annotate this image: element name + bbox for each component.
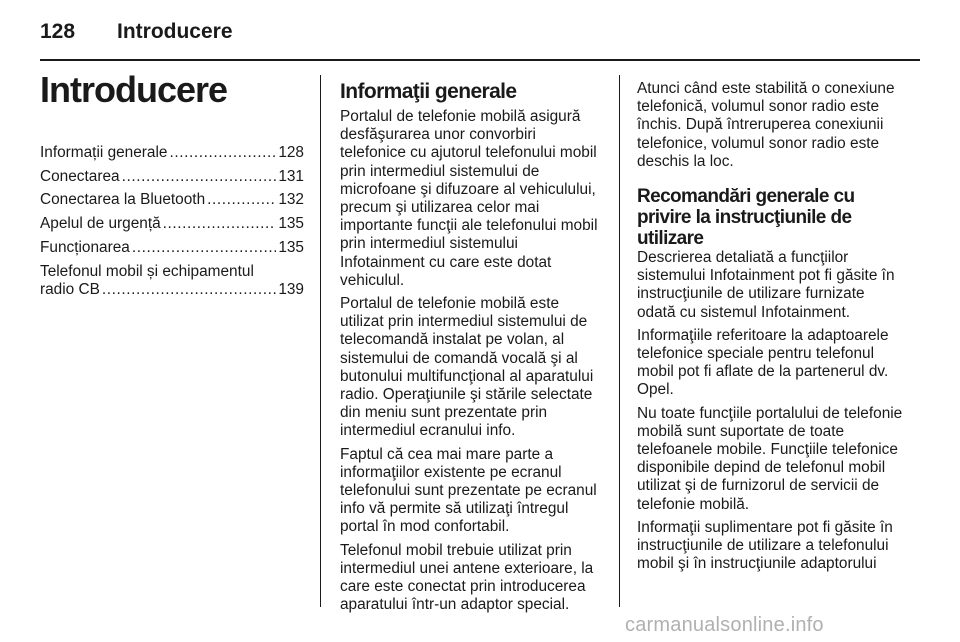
toc-entry-title: Funcționarea <box>40 238 130 256</box>
toc-entry[interactable] <box>40 215 304 233</box>
body-paragraph: Nu toate funcţiile portalului de telefonie mobilă sunt suportate de toate telefoanele mobile. Funcţiile telefonice disponibile depind de telefonul mobil utilizat şi de furnizorul de servicii de telefonie mobilă. <box>637 404 903 513</box>
subsection-heading: Recomandări generale cu privire la instrucţiunile de utilizare <box>637 186 855 250</box>
toc-entry[interactable] <box>40 168 304 186</box>
toc-entry-page: 132 <box>278 191 304 209</box>
toc-leader <box>169 144 276 162</box>
toc-leader <box>163 215 277 233</box>
toc-entry-page: 135 <box>278 215 304 233</box>
body-paragraph: Informaţii suplimentare pot fi găsite în instrucţiunile de utilizare a telefonului mobil şi în instrucţiunile adaptorului <box>637 518 893 573</box>
toc-entry-title: Conectarea la Bluetooth <box>40 191 206 209</box>
body-paragraph: Descrierea detaliată a funcţiilor sistemului Infotainment pot fi găsite în instrucţiunile de utilizare furnizate odată cu sistemul Infotainment. <box>637 249 895 321</box>
toc-leader <box>207 191 276 209</box>
body-paragraph: Portalul de telefonie mobilă este utilizat prin intermediul sistemului de telecomandă instalat pe volan, al sistemului de comandă vocală şi al butonului multifuncţional al aparatului radio. Operaţiunile şi stările selectate din meniu sunt prezentate prin intermediul ecranului info. <box>340 295 594 440</box>
toc-entry-title: Apelul de urgență <box>40 215 161 233</box>
toc-entry[interactable] <box>40 144 304 162</box>
column-divider-1 <box>320 75 321 607</box>
body-paragraph: Informaţiile referitoare la adaptoarele telefonice speciale pentru telefonul mobil pot fi aflate de la partenerul dv. Opel. <box>637 326 889 399</box>
general-info-column <box>340 80 605 619</box>
toc-entry[interactable] <box>40 191 304 209</box>
toc-entry-title: radio CB <box>40 280 100 298</box>
watermark: carmanualsonline.info <box>625 614 824 636</box>
page-number: 128 <box>40 20 76 43</box>
toc-entry-page: 131 <box>278 167 304 185</box>
toc-entry[interactable] <box>40 263 304 299</box>
toc-leader <box>122 168 277 186</box>
body-paragraph: Faptul că cea mai mare parte a informaţiilor existente pe ecranul telefonului sunt prezentate pe ecranul info vă permite să utilizaţi întregul portal în mod confortabil. <box>340 445 597 536</box>
body-paragraph: Portalul de telefonie mobilă asigură desfăşurarea unor convorbiri telefonice cu ajutorul telefonului mobil prin intermediul sistemului de microfoane şi difuzoare al vehiculului, precum şi utilizarea celor mai importante funcţii ale telefonului mobil prin intermediul sistemului Infotainment cu care este dotat vehiculul. <box>340 108 598 289</box>
running-title: Introducere <box>117 20 233 43</box>
toc-entry-page: 135 <box>278 238 304 256</box>
toc-entry-title: Conectarea <box>40 167 120 185</box>
recommendations-column <box>637 80 903 578</box>
body-paragraph: Atunci când este stabilită o conexiune telefonică, volumul sonor radio este închis. După întreruperea conexiunii telefonice, volumul sonor radio este deschis la loc. <box>637 80 895 170</box>
toc-entry-page: 139 <box>278 280 304 298</box>
column-divider-2 <box>619 75 620 607</box>
toc-leader <box>132 239 276 257</box>
toc-entry[interactable] <box>40 239 304 257</box>
section-heading: Informaţii generale <box>340 80 517 103</box>
toc-entry-page: 128 <box>278 144 304 161</box>
body-paragraph: Telefonul mobil trebuie utilizat prin intermediul unei antene exterioare, la care este conectat prin introducerea aparatului într-un adaptor special. <box>340 541 594 614</box>
chapter-title: Introducere <box>40 69 228 110</box>
table-of-contents <box>40 144 304 299</box>
toc-column <box>40 68 304 304</box>
toc-entry-title-line1: Telefonul mobil și echipamentul <box>40 262 254 280</box>
header-rule <box>40 59 920 61</box>
toc-leader <box>102 281 276 299</box>
toc-entry-title: Informații generale <box>40 144 168 161</box>
